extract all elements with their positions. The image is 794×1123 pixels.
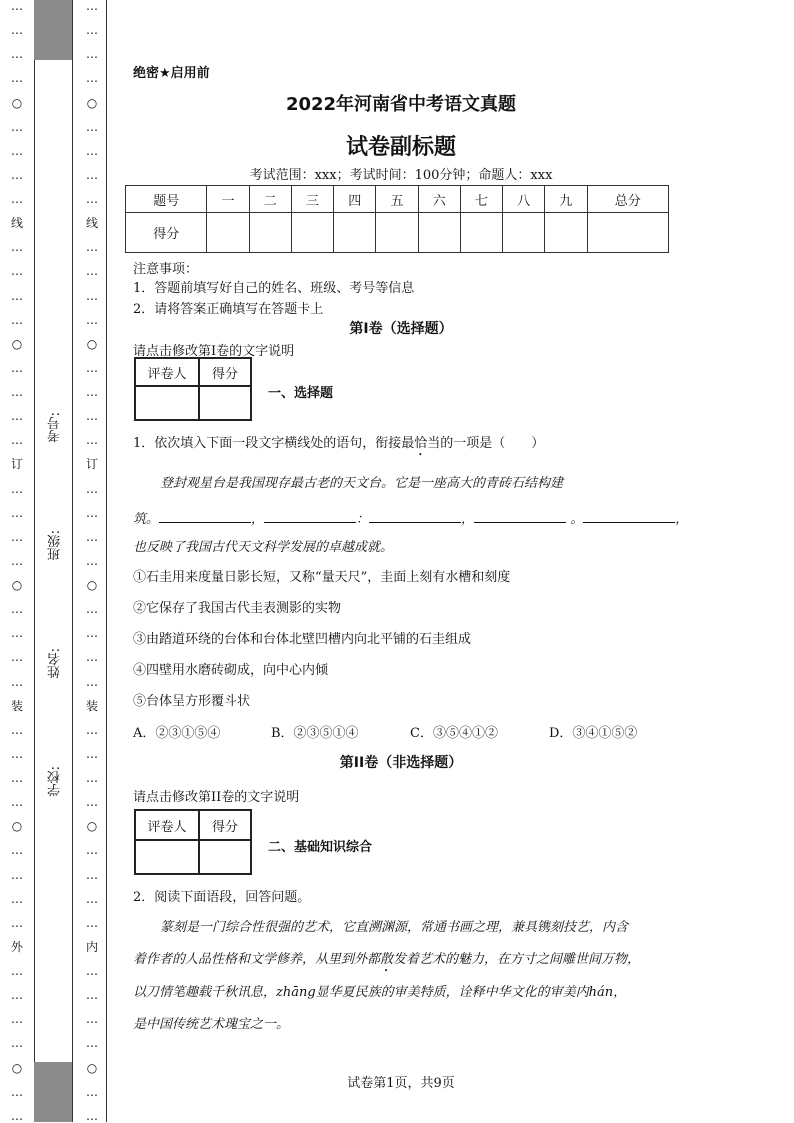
part2-desc: 请点击修改第II卷的文字说明 xyxy=(133,790,300,805)
binding-mark: … xyxy=(11,360,23,375)
binding-mark: … xyxy=(11,192,23,206)
question-2-stem: 2．阅读下面语段，回答问题。 xyxy=(133,890,311,905)
notes-item-1: 1．答题前填写好自己的姓名、班级、考号等信息 xyxy=(133,281,415,296)
binding-mark: … xyxy=(11,409,23,424)
score-entry-cell[interactable] xyxy=(334,213,376,253)
binding-mark: … xyxy=(86,891,98,906)
binding-mark: ○ xyxy=(11,1060,23,1075)
score-label: 得分 xyxy=(199,358,251,386)
q1-option-3: ③由踏道环绕的台体和台体北壁凹槽内向北平铺的石圭组成 xyxy=(133,632,472,647)
q2-line-3: 以刀情笔趣载千秋讯息，zhāng显华夏民族的审美特质，诠释中华文化的审美内hán， xyxy=(133,985,627,1000)
question-number-cell: 六 xyxy=(418,186,460,213)
binding-mark: … xyxy=(11,143,23,158)
question-number-label: 题号 xyxy=(126,186,207,213)
binding-mark: … xyxy=(11,385,23,399)
q1-sep: ， xyxy=(461,512,475,527)
q1-choice-d[interactable]: D．③④①⑤② xyxy=(549,726,638,741)
binding-mark: ○ xyxy=(86,819,98,834)
binding-gray-bottom xyxy=(34,1062,72,1122)
q2-l2a: 着作者的人品性格和文学修养，从里到外都 xyxy=(133,952,381,967)
score-table-score-row xyxy=(126,213,669,253)
binding-mark: … xyxy=(86,264,98,279)
school-label: 学校: xyxy=(48,766,63,797)
q1-option-4: ④四壁用水磨砖砌成，向中心内倾 xyxy=(133,663,329,678)
q1-option-2: ②它保存了我国古代圭表测影的实物 xyxy=(133,601,342,616)
binding-mark: ○ xyxy=(86,578,98,592)
binding-mark: 装 xyxy=(85,698,98,713)
binding-mark: … xyxy=(86,71,98,86)
answer-blank-2[interactable] xyxy=(264,510,356,523)
binding-mark: … xyxy=(11,867,23,882)
question-number-cell: 四 xyxy=(334,186,376,213)
binding-mark: … xyxy=(86,674,98,689)
score-row-label: 得分 xyxy=(126,213,207,253)
part1-desc: 请点击修改第I卷的文字说明 xyxy=(133,344,295,359)
q1-sep: ， xyxy=(675,512,689,527)
score-entry-cell[interactable] xyxy=(376,213,418,253)
q1-paragraph-1: 登封观星台是我国现存最古老的天文台。它是一座高大的青砖石结构建 xyxy=(160,476,564,491)
binding-mark: … xyxy=(11,602,23,617)
binding-mark: … xyxy=(11,71,23,86)
answer-blank-1[interactable] xyxy=(159,510,251,523)
grader-label: 评卷人 xyxy=(135,810,199,840)
binding-mark: … xyxy=(86,143,98,158)
binding-mark: … xyxy=(86,360,98,375)
binding-mark: … xyxy=(11,1036,23,1051)
binding-mark: … xyxy=(11,0,23,13)
binding-mark: 内 xyxy=(85,939,98,954)
binding-mark: … xyxy=(11,288,23,303)
binding-mark: … xyxy=(11,167,23,182)
binding-mark: ○ xyxy=(86,1060,98,1075)
secret-mark: 绝密★启用前 xyxy=(133,66,210,81)
binding-mark: … xyxy=(86,722,98,737)
binding-mark: … xyxy=(11,650,23,665)
binding-mark: … xyxy=(86,288,98,303)
part1-title: 第I卷（选择题） xyxy=(349,321,453,337)
binding-mark: … xyxy=(86,481,98,496)
binding-mark: … xyxy=(86,553,98,568)
notes-title: 注意事项： xyxy=(133,262,199,277)
binding-mark: … xyxy=(86,0,98,13)
binding-mark: … xyxy=(11,771,23,785)
binding-mark: 装 xyxy=(10,698,23,713)
binding-mark: … xyxy=(11,891,23,906)
page-footer: 试卷第1页，共9页 xyxy=(347,1076,455,1091)
binding-mark: ○ xyxy=(11,336,23,351)
part1-grader-table xyxy=(134,357,252,421)
q1-stem-dot: 恰 xyxy=(414,436,428,451)
binding-mark: … xyxy=(11,1012,23,1027)
binding-mark: … xyxy=(86,1036,98,1051)
binding-mark: … xyxy=(86,602,98,617)
score-entry-cell[interactable] xyxy=(545,213,587,253)
binding-mark: 订 xyxy=(85,457,98,472)
q1-option-5: ⑤台体呈方形覆斗状 xyxy=(133,694,251,709)
q1-choice-c[interactable]: C．③⑤④①② xyxy=(410,726,498,741)
binding-mark: … xyxy=(86,167,98,182)
binding-mark: … xyxy=(86,1012,98,1027)
binding-mark: … xyxy=(86,843,98,858)
binding-mark: … xyxy=(11,119,23,134)
binding-mark: … xyxy=(11,915,23,930)
q1-stem-b: 当的一项是（ ） xyxy=(427,436,545,451)
part2-grader-table xyxy=(134,809,252,875)
score-cell[interactable] xyxy=(199,840,251,874)
binding-mark: … xyxy=(11,312,23,327)
notes-item-2: 2．请将答案正确填写在答题卡上 xyxy=(133,302,324,317)
class-label: 班级: xyxy=(48,530,63,561)
score-entry-cell[interactable] xyxy=(587,213,668,253)
binding-mark: … xyxy=(11,988,23,1003)
binding-mark: … xyxy=(11,626,23,641)
binding-mark: … xyxy=(11,1108,23,1123)
binding-mark: … xyxy=(86,915,98,930)
score-entry-cell[interactable] xyxy=(418,213,460,253)
q1-option-1: ①石圭用来度量日影长短，又称“量天尺”，圭面上刻有水槽和刻度 xyxy=(133,570,511,585)
grader-cell[interactable] xyxy=(135,840,199,874)
binding-mark: … xyxy=(86,795,98,810)
binding-mark: … xyxy=(86,385,98,399)
score-cell[interactable] xyxy=(199,386,251,420)
question-number-cell: 一 xyxy=(207,186,249,213)
binding-mark: … xyxy=(86,746,98,761)
binding-mark: … xyxy=(86,23,98,38)
section-2-title: 二、基础知识综合 xyxy=(268,840,373,855)
binding-mark: … xyxy=(11,505,23,520)
question-number-cell: 八 xyxy=(503,186,545,213)
binding-mark: … xyxy=(11,674,23,689)
binding-mark: … xyxy=(86,650,98,665)
score-entry-cell[interactable] xyxy=(249,213,291,253)
part2-title: 第II卷（非选择题） xyxy=(339,755,463,771)
binding-mark: … xyxy=(11,23,23,38)
binding-mark: … xyxy=(86,312,98,327)
binding-mark: ○ xyxy=(11,95,23,110)
binding-mark: 外 xyxy=(10,939,23,954)
q2-l2-dot: 散 xyxy=(380,952,394,967)
binding-mark: ○ xyxy=(11,819,23,834)
binding-mark: … xyxy=(86,192,98,206)
score-entry-cell[interactable] xyxy=(503,213,545,253)
answer-blank-4[interactable] xyxy=(474,510,566,523)
binding-mark: … xyxy=(11,264,23,279)
q1-choice-b[interactable]: B．②③⑤①④ xyxy=(271,726,359,741)
question-number-cell: 三 xyxy=(291,186,333,213)
question-number-cell: 九 xyxy=(545,186,587,213)
q2-l2b: 发着艺术的魅力，在方寸之间雕世间万物， xyxy=(393,952,641,967)
q2-line-1: 篆刻是一门综合性很强的艺术，它直溯渊源，常通书画之理，兼具镌刻技艺，内含 xyxy=(160,920,629,935)
binding-mark: … xyxy=(11,553,23,568)
binding-mark: … xyxy=(86,964,98,978)
question-number-cell: 七 xyxy=(460,186,502,213)
q2-line-4: 是中国传统艺术瑰宝之一。 xyxy=(133,1017,290,1032)
binding-mark: 线 xyxy=(85,216,98,231)
answer-blank-3[interactable] xyxy=(369,510,461,523)
binding-mark: … xyxy=(86,771,98,785)
score-entry-cell[interactable] xyxy=(460,213,502,253)
binding-mark: … xyxy=(11,1084,23,1099)
binding-mark: … xyxy=(11,529,23,544)
q1-sep: ： xyxy=(356,512,370,527)
binding-mark: … xyxy=(11,433,23,448)
question-number-cell: 五 xyxy=(376,186,418,213)
binding-mark: … xyxy=(86,529,98,544)
binding-mark: … xyxy=(86,1108,98,1123)
q1-sep: 。 xyxy=(566,512,584,527)
q1-sep: ， xyxy=(251,512,265,527)
binding-mark: … xyxy=(11,47,23,62)
section-1-title: 一、选择题 xyxy=(268,386,334,401)
page-title: 2022年河南省中考语文真题 xyxy=(285,94,517,115)
question-number-cell: 总分 xyxy=(587,186,668,213)
question-1-stem xyxy=(133,432,544,459)
grader-label: 评卷人 xyxy=(135,358,199,386)
binding-mark: 订 xyxy=(10,457,23,472)
name-label: 姓名: xyxy=(48,648,63,679)
exam-info: 考试范围：xxx；考试时间：100分钟；命题人：xxx xyxy=(249,168,553,183)
binding-mark: … xyxy=(86,433,98,448)
binding-mark: … xyxy=(11,843,23,858)
binding-mark: ○ xyxy=(11,578,23,592)
score-entry-cell[interactable] xyxy=(207,213,249,253)
score-entry-cell[interactable] xyxy=(291,213,333,253)
binding-mark: … xyxy=(86,240,98,255)
binding-mark: … xyxy=(11,964,23,978)
exam-no-label: 考号: xyxy=(48,412,63,443)
binding-gray-top xyxy=(34,0,72,60)
binding-mark: … xyxy=(11,795,23,810)
grader-cell[interactable] xyxy=(135,386,199,420)
question-number-cell: 二 xyxy=(249,186,291,213)
binding-mark: … xyxy=(86,867,98,882)
binding-mark: … xyxy=(86,988,98,1003)
q1-choice-a[interactable]: A．②③①⑤④ xyxy=(133,726,221,741)
binding-mark: … xyxy=(11,722,23,737)
binding-mark: 线 xyxy=(10,216,23,231)
answer-blank-5[interactable] xyxy=(583,510,675,523)
binding-mark: … xyxy=(86,47,98,62)
score-table xyxy=(125,185,669,253)
score-table-header-row xyxy=(126,186,669,213)
binding-mark: … xyxy=(11,481,23,496)
q1-paragraph-3: 也反映了我国古代天文科学发展的卓越成就。 xyxy=(133,540,394,555)
binding-mark: ○ xyxy=(86,336,98,351)
binding-mark: … xyxy=(11,746,23,761)
binding-mark: … xyxy=(11,240,23,255)
binding-mark: … xyxy=(86,505,98,520)
binding-mark: … xyxy=(86,1084,98,1099)
page-subtitle: 试卷副标题 xyxy=(345,135,456,160)
binding-mark: … xyxy=(86,119,98,134)
binding-mark: … xyxy=(86,626,98,641)
binding-mark: ○ xyxy=(86,95,98,110)
binding-mark: … xyxy=(86,409,98,424)
q2-line-2 xyxy=(133,948,640,975)
score-label: 得分 xyxy=(199,810,251,840)
q1-paragraph-2 xyxy=(133,508,688,527)
q1-stem-a: 1．依次填入下面一段文字横线处的语句，衔接最 xyxy=(133,436,415,451)
q1-para2-start: 筑。 xyxy=(133,512,160,527)
